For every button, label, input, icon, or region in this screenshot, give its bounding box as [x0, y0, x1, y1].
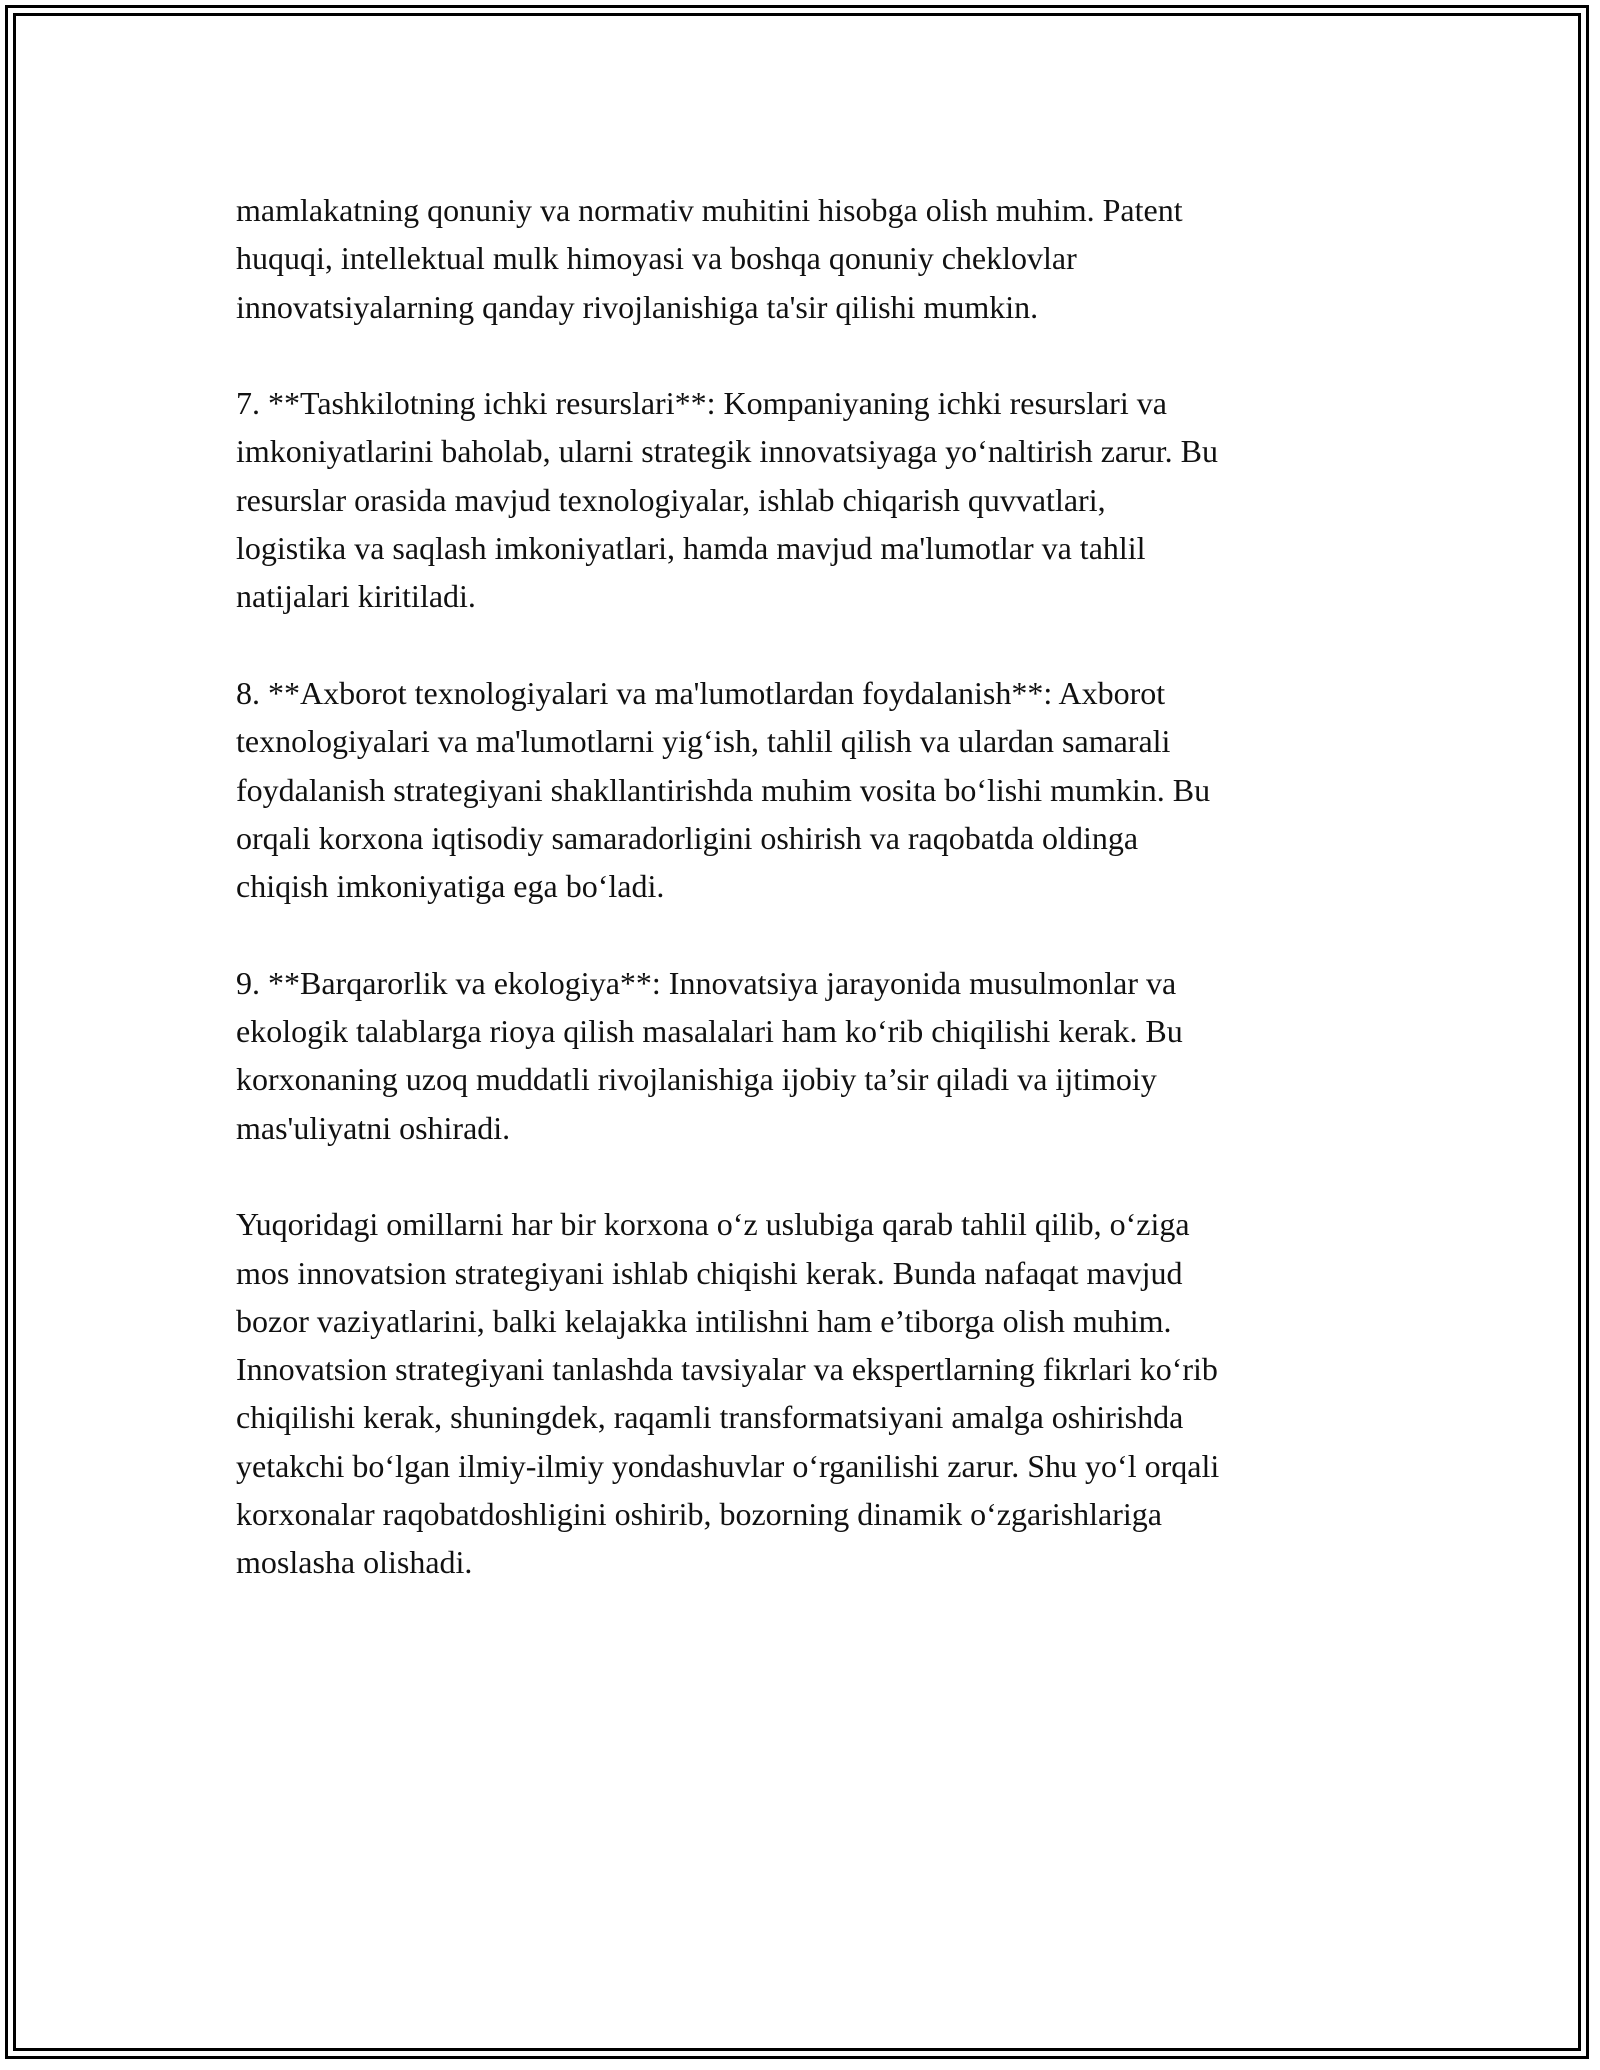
paragraph-conclusion: Yuqoridagi omillarni har bir korxona o‘z uslubiga qarab tahlil qilib, o‘ziga mos innovatsion strategiyani ishlab chiqishi kerak. Bunda nafaqat mavjud bozor vaziyatlarini, balki kelajakka intilishni ham e’tiborga olish muhim. Innovatsion strategiyani tanlashda tavsiyalar va ekspertlarning fikrlari ko‘rib chiqilishi kerak, shuningdek, raqamli transformatsiyani amalga oshirishda yetakchi bo‘lgan ilmiy-ilmiy yondashuvlar o‘rganilishi zarur. Shu yo‘l orqali korxonalar raqobatdoshligini oshirib, bozorning dinamik o‘zgarishlariga moslasha olishadi. — [236, 1206, 1220, 1581]
paragraph-internal-resources: 7. **Tashkilotning ichki resurslari**: Kompaniyaning ichki resurslari va imkoniyatlarini baholab, ularni strategik innovatsiyaga yo‘naltirish zarur. Bu resurslar orasida mavjud texnologiyalar, ishlab chiqarish quvvatlari, logistika va saqlash imkoniyatlari, hamda mavjud ma'lumotlar va tahlil natijalari kiritiladi. — [236, 385, 1218, 615]
paragraph-information-technology: 8. **Axborot texnologiyalari va ma'lumotlardan foydalanish**: Axborot texnologiyalari va ma'lumotlarni yig‘ish, tahlil qilish va ulardan samarali foydalanish strategiyani shakllantirishda muhim vosita bo‘lishi mumkin. Bu orqali korxona iqtisodiy samaradorligini oshirish va raqobatda oldinga chiqish imkoniyatiga ega bo‘ladi. — [236, 674, 1211, 905]
document-body — [236, 186, 1376, 1635]
paragraph-sustainability-ecology: 9. **Barqarorlik va ekologiya**: Innovatsiya jarayonida musulmonlar va ekologik talablarga rioya qilish masalalari ham ko‘rib chiqilishi kerak. Bu korxonaning uzoq muddatli rivojlanishiga ijobiy ta’sir qiladi va ijtimoiy mas'uliyatni oshiradi. — [236, 964, 1183, 1146]
paragraph-legal-environment: mamlakatning qonuniy va normativ muhitini hisobga olish muhim. Patent huquqi, intellektual mulk himoyasi va boshqa qonuniy cheklovlar innovatsiyalarning qanday rivojlanishiga ta'sir qilishi mumkin. — [236, 192, 1183, 325]
